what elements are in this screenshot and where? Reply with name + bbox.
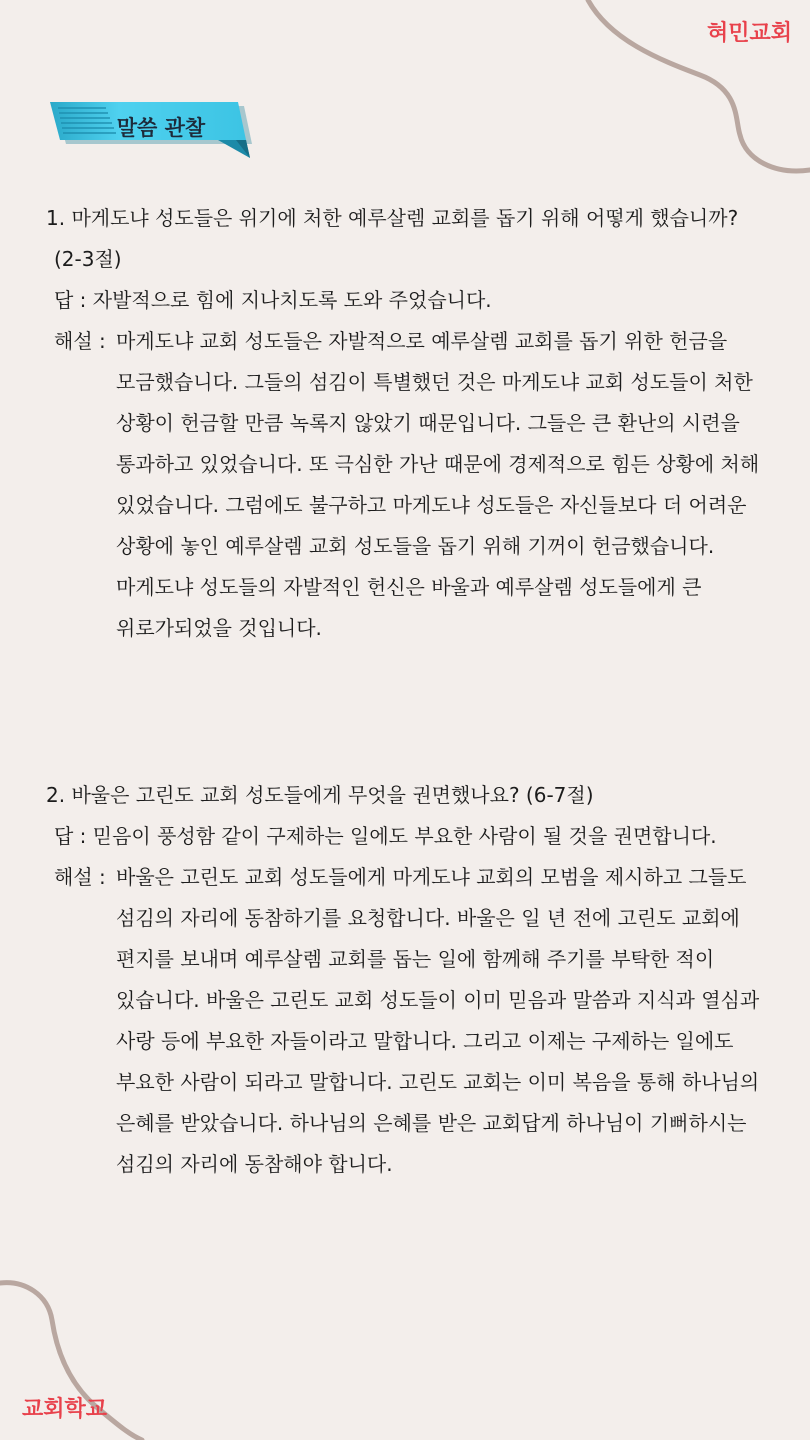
- question-block-1: [46, 198, 776, 649]
- answer-text: 답 : 자발적으로 힘에 지나치도록 도와 주었습니다.: [54, 288, 492, 312]
- question-text: 1. 마게도냐 성도들은 위기에 처한 예루살렘 교회를 돕기 위해 어떻게 했습니까?: [46, 206, 739, 230]
- answer-text: 답 : 믿음이 풍성함 같이 구제하는 일에도 부요한 사람이 될 것을 권면합니다.: [54, 824, 717, 848]
- section-title: 말씀 관찰: [116, 116, 206, 140]
- question-reference: (2-3절): [54, 247, 122, 271]
- explanation: [46, 321, 776, 649]
- question-text: 2. 바울은 고린도 교회 성도들에게 무엇을 권면했나요? (6-7절): [46, 783, 594, 807]
- explanation: [46, 857, 776, 1185]
- explanation-label: 해설 :: [54, 329, 106, 353]
- church-school-logo: 교회학교: [22, 1397, 108, 1422]
- section-title-badge: [48, 100, 254, 164]
- explanation-text: 바울은 고린도 교회 성도들에게 마게도냐 교회의 모범을 제시하고 그들도 섬김의 자리에 동참하기를 요청합니다. 바울은 일 년 전에 고린도 교회에 편지를 보내며 예루살렘 교회를 돕는 일에 함께해 주기를 부탁한 적이 있습니다. 바울은 고린도 교회 성도들이 이미 믿음과 말씀과 지식과 열심과 사랑 등에 부요한 자들이라고 말합니다. 그리고 이제는 구제하는 일에도 부요한 사람이 되라고 말합니다. 고린도 교회는 이미 복음을 통해 하나님의 은혜를 받았습니다. 하나님의 은혜를 받은 교회답게 하나님이 기뻐하시는 섬김의 자리에 동참해야 합니다.: [116, 865, 760, 1176]
- explanation-label: 해설 :: [54, 865, 106, 889]
- question-block-2: [46, 775, 776, 1185]
- church-logo-top: 혀민교회: [706, 21, 792, 46]
- explanation-text: 마게도냐 교회 성도들은 자발적으로 예루살렘 교회를 돕기 위한 헌금을 모금했습니다. 그들의 섬김이 특별했던 것은 마게도냐 교회 성도들이 처한 상황이 헌금할 만큼 녹록지 않았기 때문입니다. 그들은 큰 환난의 시련을 통과하고 있었습니다. 또 극심한 가난 때문에 경제적으로 힘든 상황에 처해 있었습니다. 그럼에도 불구하고 마게도냐 성도들은 자신들보다 더 어려운 상황에 놓인 예루살렘 교회 성도들을 돕기 위해 기꺼이 헌금했습니다. 마게도냐 성도들의 자발적인 헌신은 바울과 예루살렘 성도들에게 큰 위로가되었을 것입니다.: [116, 329, 760, 640]
